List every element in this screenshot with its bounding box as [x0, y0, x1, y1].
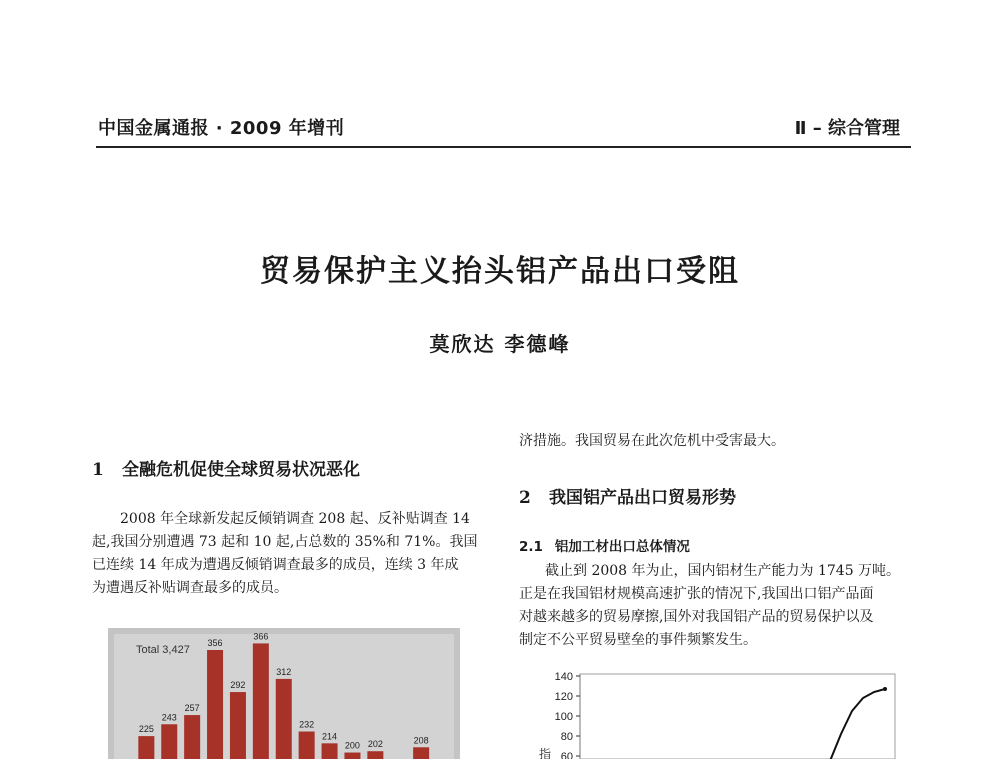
- bar: [230, 692, 246, 759]
- bar-value-label: 366: [253, 631, 269, 642]
- bar: [322, 743, 338, 759]
- paragraph-line: 为遭遇反补贴调查最多的成员。: [92, 580, 288, 596]
- subsection-2-1-title: 铝加工材出口总体情况: [554, 539, 690, 555]
- section-1-title: 全融危机促使全球贸易状况恶化: [122, 460, 360, 480]
- paragraph-line: 正是在我国铝材规模高速扩张的情况下,我国出口铝产品面: [519, 586, 874, 602]
- bar-value-label: 200: [344, 740, 360, 751]
- bar: [367, 751, 383, 759]
- bar: [276, 679, 292, 759]
- bar-value-label: 312: [276, 666, 292, 677]
- bar: [253, 643, 269, 759]
- bar: [184, 715, 200, 759]
- section-2-number: 2: [519, 488, 531, 508]
- y-tick-label: 140: [554, 671, 573, 683]
- bar-value-label: 356: [207, 638, 223, 648]
- bar-value-label: 202: [367, 739, 383, 750]
- series-line: [775, 689, 885, 759]
- bar: [161, 724, 177, 759]
- article-title: 贸易保护主义抬头铝产品出口受阻: [260, 254, 740, 289]
- y-axis-label: 指: [539, 747, 552, 759]
- plot-border: [580, 674, 895, 759]
- subsection-2-1-paragraph: [519, 560, 914, 652]
- subsection-2-1-number: 2.1: [519, 539, 543, 555]
- article-authors: 莫欣达 李德峰: [429, 332, 571, 356]
- y-tick-label: 60: [560, 751, 573, 759]
- paragraph-line: 已连续 14 年成为遭遇反倾销调查最多的成员，连续 3 年成: [92, 557, 459, 573]
- paragraph-line: 2008 年全球新发起反倾销调查 208 起、反补贴调查 14: [120, 511, 470, 527]
- header-rule: [96, 146, 911, 148]
- bar: [138, 736, 154, 759]
- bar-value-label: 257: [184, 703, 200, 714]
- bar: [413, 747, 429, 759]
- total-annotation: Total 3,427: [136, 644, 190, 656]
- section-label: Ⅱ – 综合管理: [794, 118, 900, 139]
- series-end-point: [883, 687, 887, 691]
- paragraph-line: 对越来越多的贸易摩擦,国外对我国铝产品的贸易保护以及: [519, 609, 874, 625]
- section-1-paragraph: [92, 508, 477, 600]
- journal-name: 中国金属通报 · 2009 年增刊: [98, 118, 345, 139]
- bar-value-label: 243: [161, 712, 177, 723]
- bar: [207, 650, 223, 759]
- bar-value-label: 232: [299, 719, 315, 730]
- y-tick-label: 100: [554, 711, 573, 723]
- section-1-heading: [92, 455, 360, 480]
- bar-value-label: 214: [322, 731, 338, 742]
- section-2-title: 我国铝产品出口贸易形势: [549, 488, 736, 508]
- bar-value-label: 208: [413, 735, 429, 746]
- bar-value-label: 225: [138, 724, 154, 735]
- subsection-2-1-heading: [519, 535, 690, 555]
- section-1-number: 1: [92, 460, 104, 480]
- y-tick-label: 120: [554, 691, 573, 703]
- y-tick-label: 80: [560, 731, 573, 743]
- bar-chart: [108, 628, 460, 759]
- continuation-text: 济措施。我国贸易在此次危机中受害最大。: [519, 433, 785, 449]
- paragraph-line: 起,我国分别遭遇 73 起和 10 起,占总数的 35%和 71%。我国: [92, 534, 478, 550]
- paragraph-line: 制定不公平贸易壁垒的事件频繁发生。: [519, 632, 757, 648]
- bar: [299, 732, 315, 759]
- line-chart: [525, 668, 920, 759]
- bar-value-label: 292: [230, 680, 246, 691]
- bar: [344, 753, 360, 759]
- paragraph-line: 截止到 2008 年为止，国内铝材生产能力为 1745 万吨。: [545, 563, 901, 579]
- section-2-heading: [519, 483, 736, 508]
